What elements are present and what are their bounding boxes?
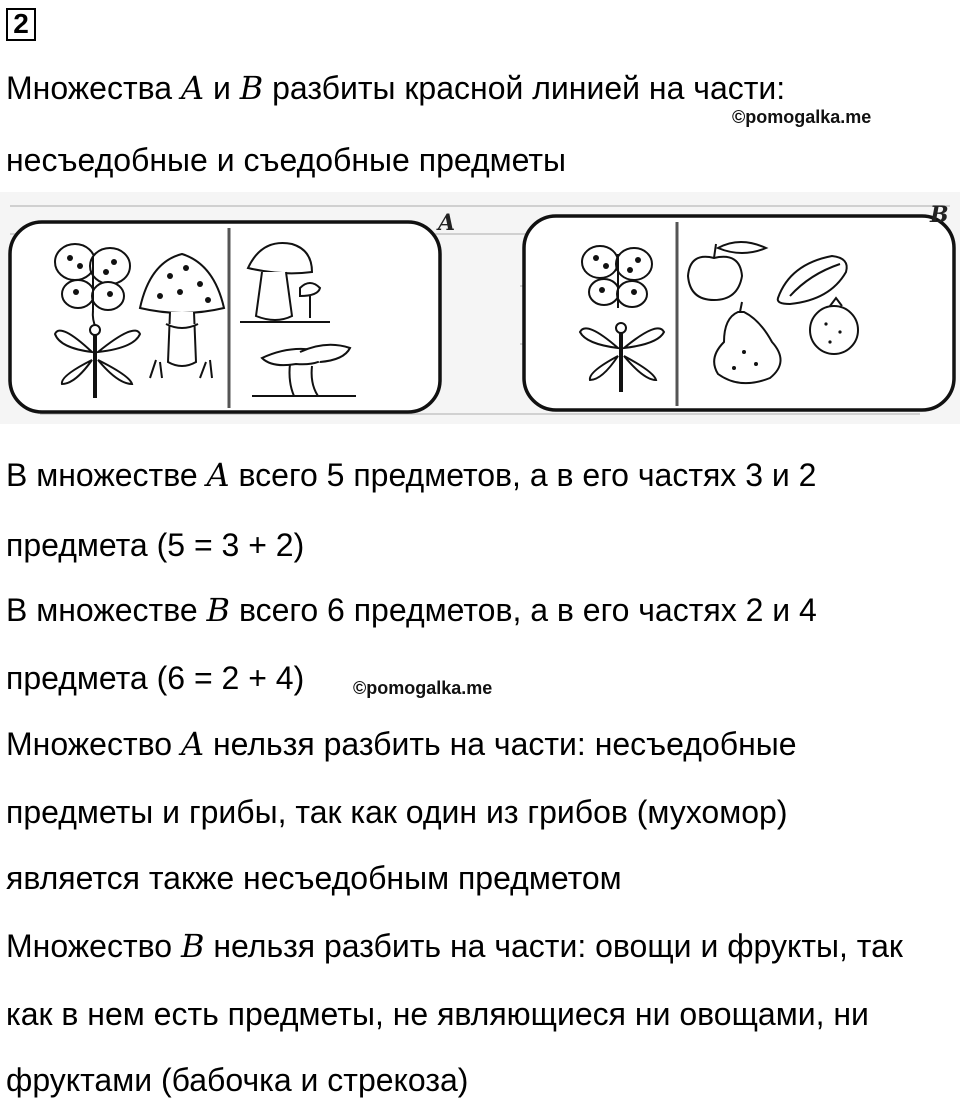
butterfly-icon <box>582 246 652 308</box>
var-b: B <box>180 927 205 965</box>
var-a: A <box>180 69 205 107</box>
intro-line-1: Множества A и B разбиты красной линией на части: <box>6 69 786 107</box>
var-b: B <box>206 591 231 629</box>
watermark-top: ©pomogalka.me <box>732 107 872 127</box>
para3-line-1: Множество A нельзя разбить на части: несъедобные <box>6 725 797 763</box>
para3-line-2: предметы и грибы, так как один из грибов (мухомор) <box>6 794 788 830</box>
sets-illustration <box>0 192 960 424</box>
task-number: 2 <box>6 8 36 41</box>
para4-line-1: Множество B нельзя разбить на части: овощи и фрукты, так <box>6 927 903 965</box>
para1-line-2: предмета (5 = 3 + 2) <box>6 527 305 563</box>
label-b: B <box>930 202 949 228</box>
intro-line-2: несъедобные и съедобные предметы <box>6 142 567 178</box>
para3-line-3: является также несъедобным предметом <box>6 860 622 896</box>
para4-line-3: фруктами (бабочка и стрекоза) <box>6 1062 469 1098</box>
para4-line-2: как в нем есть предметы, не являющиеся ни овощами, ни <box>6 996 869 1032</box>
para1-line-1: В множестве A всего 5 предметов, а в его частях 3 и 2 <box>6 456 817 494</box>
para2-line-2: предмета (6 = 2 + 4) <box>6 660 305 696</box>
var-a: A <box>180 725 205 763</box>
var-b: B <box>239 69 264 107</box>
var-a: A <box>206 456 230 494</box>
label-a: A <box>438 210 456 236</box>
watermark-middle: ©pomogalka.me <box>353 678 493 698</box>
para2-line-1: В множестве B всего 6 предметов, а в его частях 2 и 4 <box>6 591 817 629</box>
